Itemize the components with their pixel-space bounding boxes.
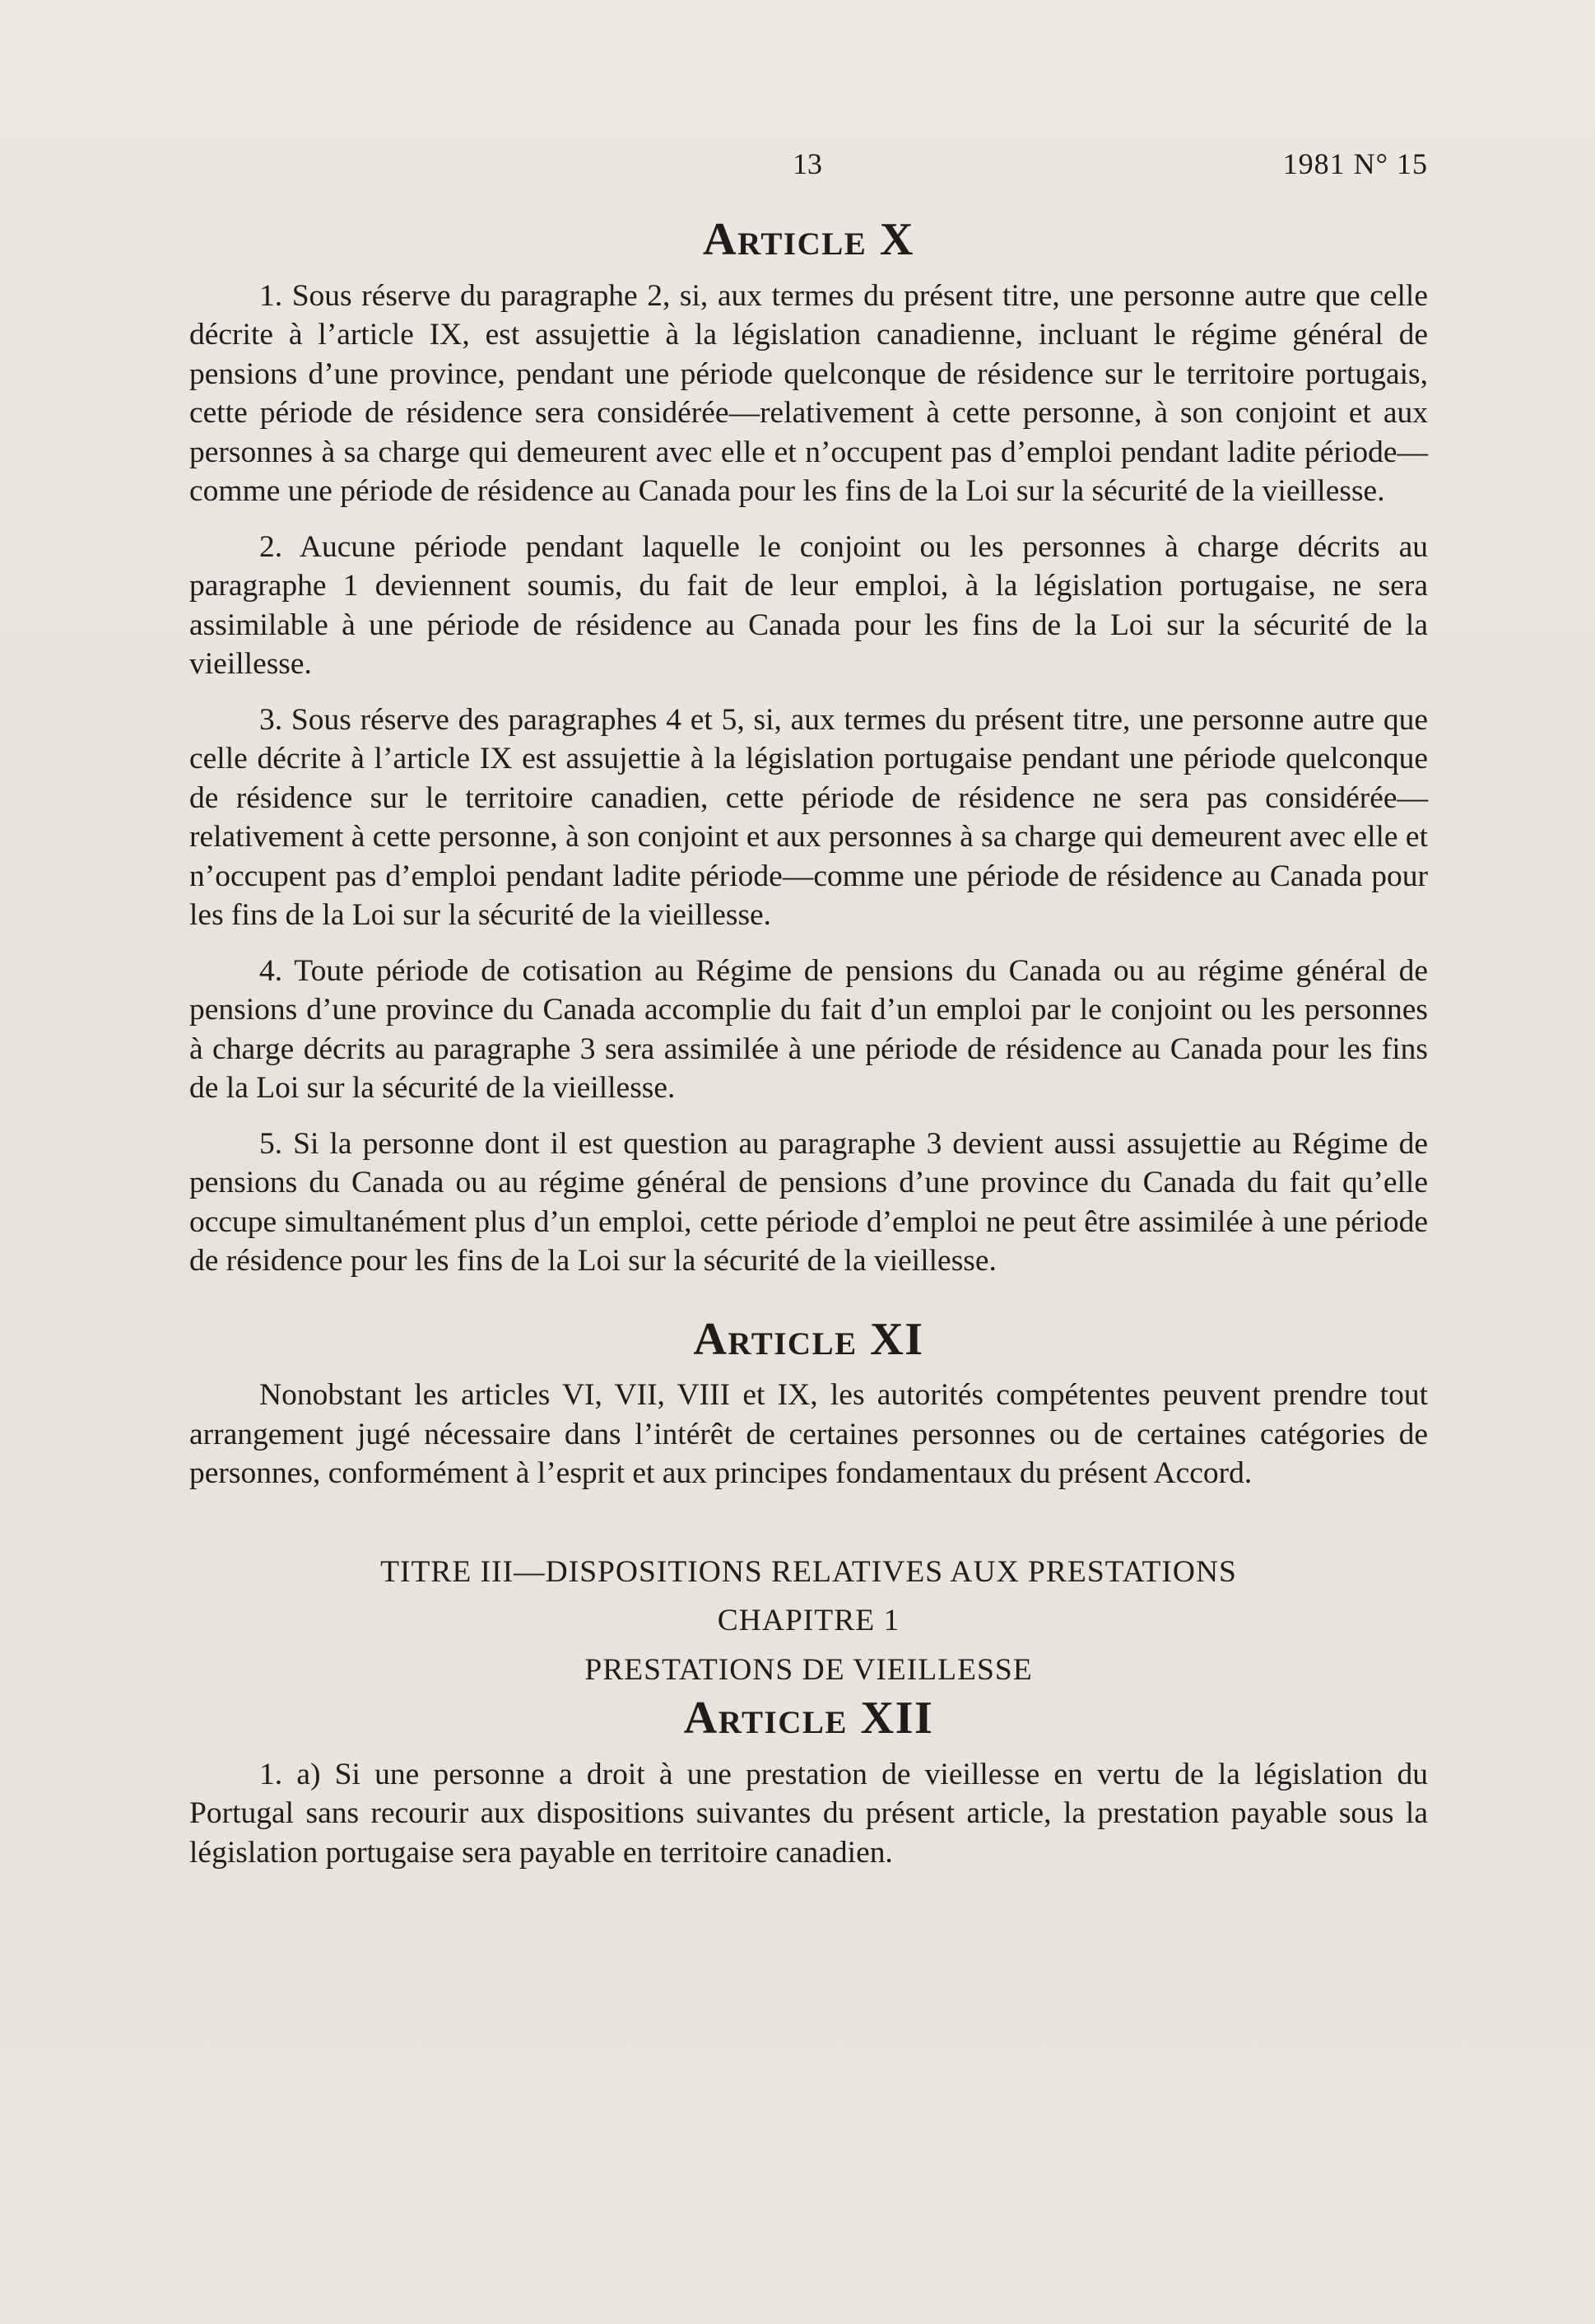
page-number: 13 (793, 147, 822, 180)
titre-iii-title: TITRE III—DISPOSITIONS RELATIVES AUX PRESTATIONS (380, 1554, 1237, 1589)
document-body (189, 214, 1428, 1872)
article-x-paragraph-3: 3. Sous réserve des paragraphes 4 et 5, si, aux termes du présent titre, une personne autre que celle décrite à l’article IX est assujettie à la législation portugaise pendant une période quelconque de résidence sur le territoire canadien, cette période de résidence ne sera pas considérée—relativement à cette personne, à son conjoint et aux personnes à sa charge qui demeurent avec elle et n’occupent pas d’emploi pendant ladite période—comme une période de résidence au Canada pour les fins de la Loi sur la sécurité de la vieillesse. (189, 702, 1428, 932)
article-x-heading: Article X (703, 214, 914, 265)
page-header (189, 147, 1428, 196)
document-reference: 1981 N° 15 (1282, 147, 1428, 180)
article-x-paragraph-4: 4. Toute période de cotisation au Régime de pensions du Canada ou au régime général de pensions d’une province du Canada accomplie du fait d’un emploi par le conjoint ou les personnes à charge décrits au paragraphe 3 sera assimilée à une période de résidence au Canada pour les fins de la Loi sur la sécurité de la vieillesse. (189, 953, 1428, 1105)
chapter-number: CHAPITRE 1 (717, 1604, 900, 1637)
article-xii-heading: Article XII (683, 1693, 934, 1744)
article-xii-paragraph-1: 1. a) Si une personne a droit à une prestation de vieillesse en vertu de la législation du Portugal sans recourir aux dispositions suivantes du présent article, la prestation payable sous la législation portugaise sera payable en territoire canadien. (189, 1757, 1428, 1870)
article-x-paragraph-2: 2. Aucune période pendant laquelle le conjoint ou les personnes à charge décrits au paragraphe 1 deviennent soumis, du fait de leur emploi, à la législation portugaise, ne sera assimilable à une période de résidence au Canada pour les fins de la Loi sur la sécurité de la vieillesse. (189, 529, 1428, 681)
article-x-paragraph-1: 1. Sous réserve du paragraphe 2, si, aux termes du présent titre, une personne autre que celle décrite à l’article IX, est assujettie à la législation canadienne, incluant le régime général de pensions d’une province, pendant une période quelconque de résidence sur le territoire portugais, cette période de résidence sera considérée—relativement à cette personne, à son conjoint et aux personnes à sa charge qui demeurent avec elle et n’occupent pas d’emploi pendant ladite période—comme une période de résidence au Canada pour les fins de la Loi sur la sécurité de la vieillesse. (189, 278, 1428, 508)
article-x-paragraph-5: 5. Si la personne dont il est question au paragraphe 3 devient aussi assujettie au Régime de pensions du Canada ou au régime général de pensions d’une province du Canada du fait qu’elle occupe simultanément plus d’un emploi, cette période d’emploi ne peut être assimilée à une période de résidence pour les fins de la Loi sur la sécurité de la vieillesse. (189, 1126, 1428, 1278)
article-xi-paragraph: Nonobstant les articles VI, VII, VIII et IX, les autorités compétentes peuvent prendre tout arrangement jugé nécessaire dans l’intérêt de certaines personnes ou de certaines catégories de personnes, conformément à l’esprit et aux principes fondamentaux du présent Accord. (189, 1378, 1428, 1490)
article-xi-heading: Article XI (693, 1313, 924, 1365)
chapter-title: PRESTATIONS DE VIEILLESSE (584, 1652, 1033, 1687)
